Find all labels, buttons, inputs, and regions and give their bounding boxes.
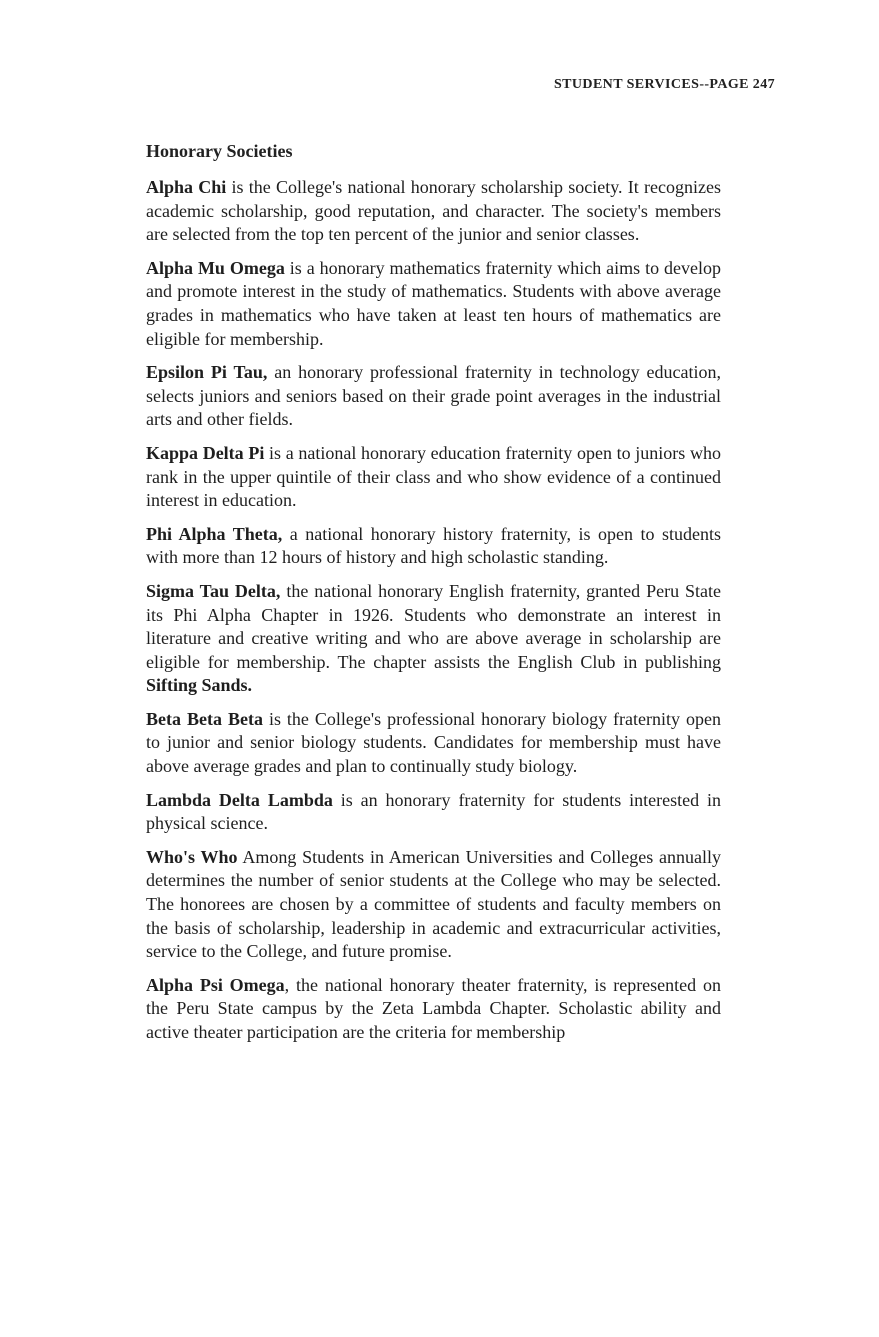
entry-alpha-chi bbox=[146, 176, 721, 247]
entry-kappa-delta-pi bbox=[146, 442, 721, 513]
society-description: an honorary professional fraternity in technology education, selects juniors and seniors based on their grade point averages in the industrial arts and other fields. bbox=[146, 362, 721, 430]
society-name: Epsilon Pi Tau, bbox=[146, 362, 268, 383]
society-name: Lambda Delta Lambda bbox=[146, 789, 333, 810]
society-name: Beta Beta Beta bbox=[146, 708, 263, 729]
entry-alpha-mu-omega bbox=[146, 257, 721, 351]
society-name: Sigma Tau Delta, bbox=[146, 580, 281, 601]
section-title: Honorary Societies bbox=[146, 141, 293, 161]
society-description: , the national honorary theater fraternity, is represented on the Peru State campus by the Zeta Lambda Chapter. Scholastic ability and active theater participation are the criteria for membership bbox=[146, 974, 721, 1042]
society-description: Among Students in American Universities and Colleges annually determines the number of senior students at the College who may be selected. The honorees are chosen by a committee of students and faculty members on the basis of scholarship, leadership in academic and extracurricular activities, service to the College, and future promise. bbox=[146, 846, 722, 962]
page-content bbox=[146, 138, 721, 1055]
entry-whos-who bbox=[146, 846, 721, 964]
publication-title: Sifting Sands. bbox=[146, 675, 253, 696]
society-name: Alpha Psi Omega bbox=[146, 974, 285, 995]
entry-lambda-delta-lambda bbox=[146, 789, 721, 836]
society-description: is a honorary mathematics fraternity which aims to develop and promote interest in the study of mathematics. Students with above average grades in mathematics who have taken at least ten hours of mathematics are eligible for membership. bbox=[146, 257, 721, 349]
running-head: STUDENT SERVICES--PAGE 247 bbox=[554, 77, 775, 92]
society-description: is a national honorary education fraternity open to juniors who rank in the upper quintile of their class and who show evidence of a continued interest in education. bbox=[146, 442, 721, 511]
society-name: Kappa Delta Pi bbox=[146, 442, 265, 463]
society-description: a national honorary history fraternity, is open to students with more than 12 hours of history and high scholastic standing. bbox=[146, 523, 721, 568]
society-description: is the College's national honorary scholarship society. It recognizes academic scholarship, good reputation, and character. The society's members are selected from the top ten percent of the junior and senior classes. bbox=[146, 177, 721, 245]
society-name: Phi Alpha Theta, bbox=[146, 523, 283, 544]
entry-beta-beta-beta bbox=[146, 708, 721, 779]
entry-alpha-psi-omega bbox=[146, 974, 721, 1045]
society-name: Who's Who bbox=[146, 846, 238, 867]
society-description: the national honorary English fraternity, granted Peru State its Phi Alpha Chapter in 1926. Students who demonstrate an interest in literature and creative writing and who are above average in scholarship are eligible for membership. The chapter assists the English Club in publishing bbox=[146, 580, 721, 672]
entry-sigma-tau-delta bbox=[146, 580, 721, 698]
society-name: Alpha Mu Omega bbox=[146, 257, 285, 278]
entry-phi-alpha-theta bbox=[146, 523, 721, 570]
entry-epsilon-pi-tau bbox=[146, 361, 721, 432]
society-name: Alpha Chi bbox=[146, 177, 227, 197]
society-description: is the College's professional honorary biology fraternity open to junior and senior biology students. Candidates for membership must have above average grades and plan to continually study biology. bbox=[146, 708, 721, 777]
society-description: is an honorary fraternity for students interested in physical science. bbox=[146, 789, 721, 834]
